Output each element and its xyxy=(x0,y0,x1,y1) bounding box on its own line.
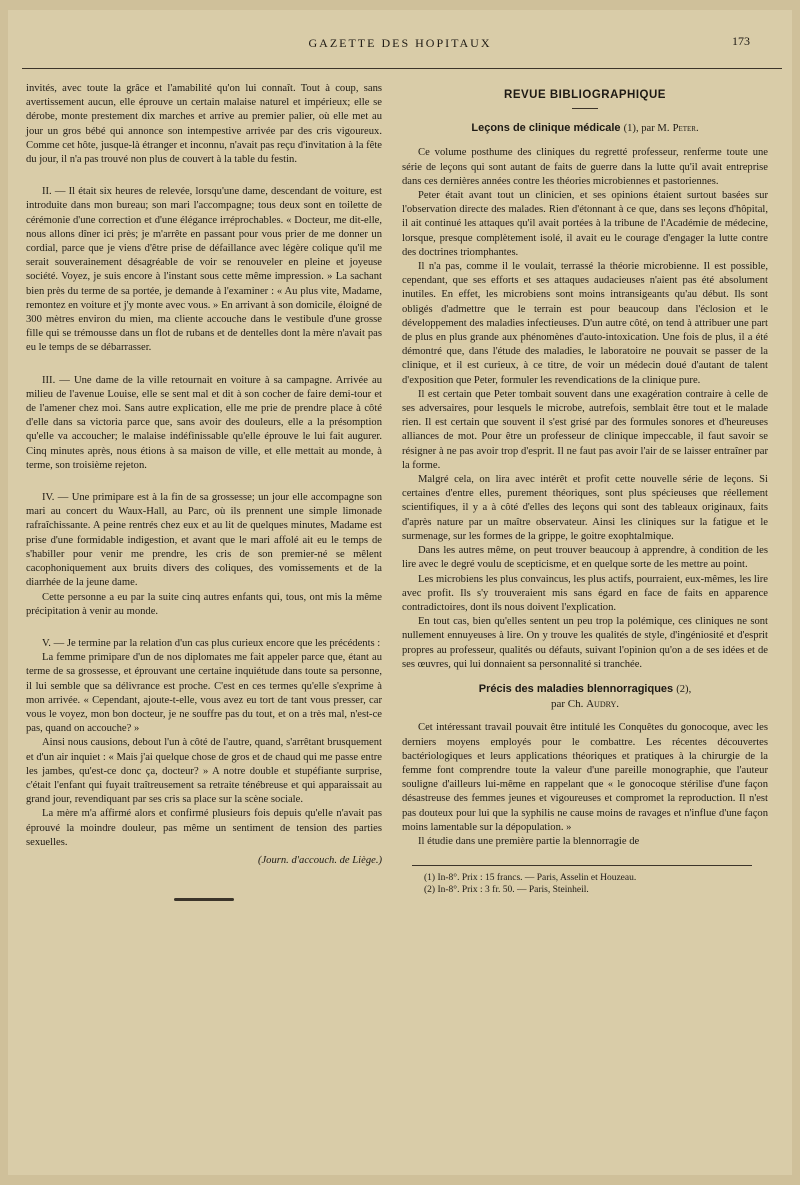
paragraph: Ainsi nous causions, debout l'un à côté de l'autre, quand, s'arrêtant brusquement et d'un air inquiet : « Mais j'ai quelque chose de gros et de chaud qui me passe entre les jambes, qu'est-ce donc ça, docteur? » A notre double et stupéfiante surprise, c'était l'enfant qui fuyait traîtreusement sa retraite ténébreuse et qui apparaissait au grand jour, revendiquant par ses cris sa place sur la scène sociale. xyxy=(26,737,382,806)
review-title-text: Leçons de clinique médicale xyxy=(471,122,621,135)
paragraph: Peter était avant tout un clinicien, et ses opinions étaient surtout basées sur l'observation directe des malades. Rien d'étonnant à ce que, dans ses leçons d'hôpital, il ait continué les attaques qu'il avait portées à la tribune de l'Académie de médecine, lorsque, presque complètement isolé, il avait eu le courage d'engager la lutte contre des doctrines triomphantes. xyxy=(402,190,768,258)
case-ii: II. — Il était six heures de relevée, lorsqu'une dame, descendant de voiture, est introduite dans mon bureau; son mari l'accompagne; tous deux sont en toilette de cérémonie d'une correction et d'une élégance irréprochables. « Docteur, me dit-elle, nous allons dîner ici près; je m'arrête en passant pour vous prier de me donner un cordial, parce que je viens d'être prise de défaillance avec légère colique qu'il me serait souverainement désagréable de voir se renouveler en pleine et joyeuse société. Voyez, je suis encore à l'instant sous cette même impression. » La sachant bien près du terme de sa portée, je demande à l'examiner : « Au plus vite, Madame, remontez en voiture et j'y monte avec vous. » En arrivant à son domicile, éloigné de 300 mètres environ du mien, ma cliente accouche dans le vestibule d'une grosse fille qui se trémousse dans un flot de rubans et de dentelles dont la mère n'avait pas eu le temps de se débarrasser. xyxy=(26,186,382,354)
review-title xyxy=(402,121,768,136)
paragraph: Dans les autres même, on peut trouver beaucoup à apprendre, à condition de les lire avec le degré voulu de scepticisme, et en quelque sorte de les mettre au point. xyxy=(402,545,768,571)
page xyxy=(8,10,792,1175)
paragraph: Il n'a pas, comme il le voulait, terrassé la théorie microbienne. Il est possible, cependant, que ses efforts et ses attaques audacieuses n'aient pas été absolument inutiles. En effet, les microbiens sont moins intransigeants qu'au début. Ils sont obligés d'admettre que le terrain est pour beaucoup dans l'éclosion et le développement des maladies infectieuses. D'un autre côté, on tend à attribuer une part de plus en plus grande aux phénomènes d'auto-intoxication. Une fois de plus, il a été démontré que, dans l'étude des maladies, le laboratoire ne pouvait se passer de la clinique, et il est curieux, à ce titre, de voir un médecin doué d'autant de talent d'exposition que Peter, formuler les revendications de la clinique pure. xyxy=(402,261,768,386)
paragraph: invités, avec toute la grâce et l'amabilité qu'on lui connaît. Tout à coup, sans avertissement aucun, elle éprouve un certain malaise naturel et impérieux; elle se dérobe, monte prestement dix marches et arrive au premier palier, où elle met au jour un gros bébé qui annonce son intempestive arrivée par des cris vigoureux. Comme cet hôte, jusque-là étranger et inconnu, n'avait pas reçu d'invitation à la fête du jour, il n'a pas trouvé non plus de couvert à la table du festin. xyxy=(26,83,382,166)
page-number: 173 xyxy=(732,34,750,48)
review-byline xyxy=(402,697,768,711)
paragraph: Malgré cela, on lira avec intérêt et profit cette nouvelle série de leçons. Si certaines d'entre elles, purement théoriques, sont plus spécieuses que réellement scientifiques, il y a à côté d'elles des leçons qui sont des tableaux originaux, faits d'après nature par un maître observateur. Ainsi les cliniques sur la fatigue et le surmenage, sur les formes de la grippe, le goitre exophtalmique. xyxy=(402,474,768,542)
header-rule xyxy=(22,68,782,69)
review-author: Peter. xyxy=(672,123,699,135)
running-head: GAZETTE DES HOPITAUX xyxy=(308,36,492,50)
review-author: Audry. xyxy=(586,698,620,711)
footnote: (1) In-8°. Prix : 15 francs. — Paris, Asselin et Houzeau. xyxy=(424,873,637,884)
footnote-rule xyxy=(412,865,752,866)
review-title xyxy=(402,682,768,711)
section-title: REVUE BIBLIOGRAPHIQUE xyxy=(504,89,666,101)
case-iv: IV. — Une primipare est à la fin de sa grossesse; un jour elle accompagne son mari au concert du Waux-Hall, au Parc, où ils prennent une simple limonade rafraîchissante. A peine rentrés chez eux et au lit de quelques minutes, Madame est prise d'une formidable indigestion, et avant que le mari affolé ait eu le temps de s'habiller pour venir me prendre, les cris de son premier-né se mêlent cacophoniquement aux bruits divers des coliques, des vomissements et de la diarrhée de la jeune dame. xyxy=(26,492,382,589)
review-ref: (2), xyxy=(676,683,692,695)
footnote: (2) In-8°. Prix : 3 fr. 50. — Paris, Steinheil. xyxy=(424,885,589,896)
title-rule xyxy=(572,108,598,109)
paragraph: Il est certain que Peter tombait souvent dans une exagération contraire à celle de ses adversaires, pour lesquels le microbe, autrefois, semblait être tout et le malade rien. Il est certain que souvent il s'est grisé par des formules sonores et d'heureuses alliances de mot. Pour être un professeur de clinique impeccable, il faut savoir se résigner à ne pas avoir trop d'esprit. Il ne faut pas avoir l'air de se laisser entraîner par la forme. xyxy=(402,388,768,471)
right-column xyxy=(402,82,768,896)
paragraph: En tout cas, bien qu'elles sentent un peu trop la polémique, ces cliniques ne sont nullement ennuyeuses à lire. On y trouve les qualités de style, d'ingéniosité et d'esprit propres au professeur, qualités ou défauts, suivant l'opinion qu'on a de ses idées et de ses œuvres, qui lui donnaient sa personnalité si tranchée. xyxy=(402,616,768,670)
paragraph: Cet intéressant travail pouvait être intitulé les Conquêtes du gonocoque, avec les derniers moyens employés pour le combattre. Les récentes découvertes bactériologiques et leurs applications théoriques et pratiques à la chirurgie de la femme font comprendre toute la valeur d'une pareille monographie, que l'auteur souligne d'ailleurs lui-même en rappelant que « le gonocoque stérilise d'une façon désastreuse des femmes jeunes et vigoureuses et compromet la reproduction. Il n'est pas douteux pour lui que la syphilis ne cause moins de ravages et n'influe d'une façon moins lamentable sur la dépopulation. » xyxy=(402,722,768,833)
case-iii: III. — Une dame de la ville retournait en voiture à sa campagne. Arrivée au milieu de l'avenue Louise, elle se sent mal et dit à son cocher de faire demi-tour et de l'amener chez moi. Sans autre explication, elle me prie de prendre place à côté d'elle dans sa victoria parce que, sans avoir des douleurs, elle a la présomption qu'elle va accoucher; le malaise indéfinissable qu'elle éprouve le lui fait augurer. Cinq minutes après, nous étions à sa maison de ville, et elle mettait au monde, à terme, son troisième rejeton. xyxy=(26,374,382,471)
paragraph: Les microbiens les plus convaincus, les plus actifs, pourraient, eux-mêmes, les lire avec profit. Ils s'y trouveraient mis sans égard en face de faits en apparence contradictoires, dont ils nous doivent l'explication. xyxy=(402,573,768,613)
paragraph: Cette personne a eu par la suite cinq autres enfants qui, tous, ont mis la même précipitation à venir au monde. xyxy=(26,591,382,617)
case-v: V. — Je termine par la relation d'un cas plus curieux encore que les précédents : xyxy=(42,637,381,649)
paragraph: Il étudie dans une première partie la blennorragie de xyxy=(418,835,640,847)
paragraph: La femme primipare d'un de nos diplomates me fait appeler parce que, étant au terme de sa grossesse, et éprouvant une certaine inquiétude dans toute sa personne, il lui semble que sa délivrance est proche. C'est en ces termes qu'elle s'exprime à mon arrivée. « Cependant, ajoute-t-elle, vous avez eu tort de tant vous presser, car vous le voyez, mon bon docteur, je ne souffre pas du tout, et on a très mal, n'est-ce pas, quand on accouche? » xyxy=(26,652,382,735)
end-ornament xyxy=(174,898,234,901)
left-column xyxy=(26,82,382,901)
paragraph: Ce volume posthume des cliniques du regretté professeur, renferme toute une série de leçons qui sont autant de faits de guerre dans la lutte qu'il avait entreprise dans ces dernières années contre les théories microbiennes et pastoriennes. xyxy=(402,147,768,187)
review-title-text: Précis des maladies blennorragiques xyxy=(478,682,674,695)
source-citation: (Journ. d'accouch. de Liège.) xyxy=(257,854,382,866)
paragraph: La mère m'a affirmé alors et confirmé plusieurs fois depuis qu'elle n'avait pas éprouvé la moindre douleur, pas même un sentiment de tension des parties sexuelles. xyxy=(26,808,382,848)
review-by: par Ch. xyxy=(550,698,584,711)
review-ref: (1), par M. xyxy=(623,123,670,135)
